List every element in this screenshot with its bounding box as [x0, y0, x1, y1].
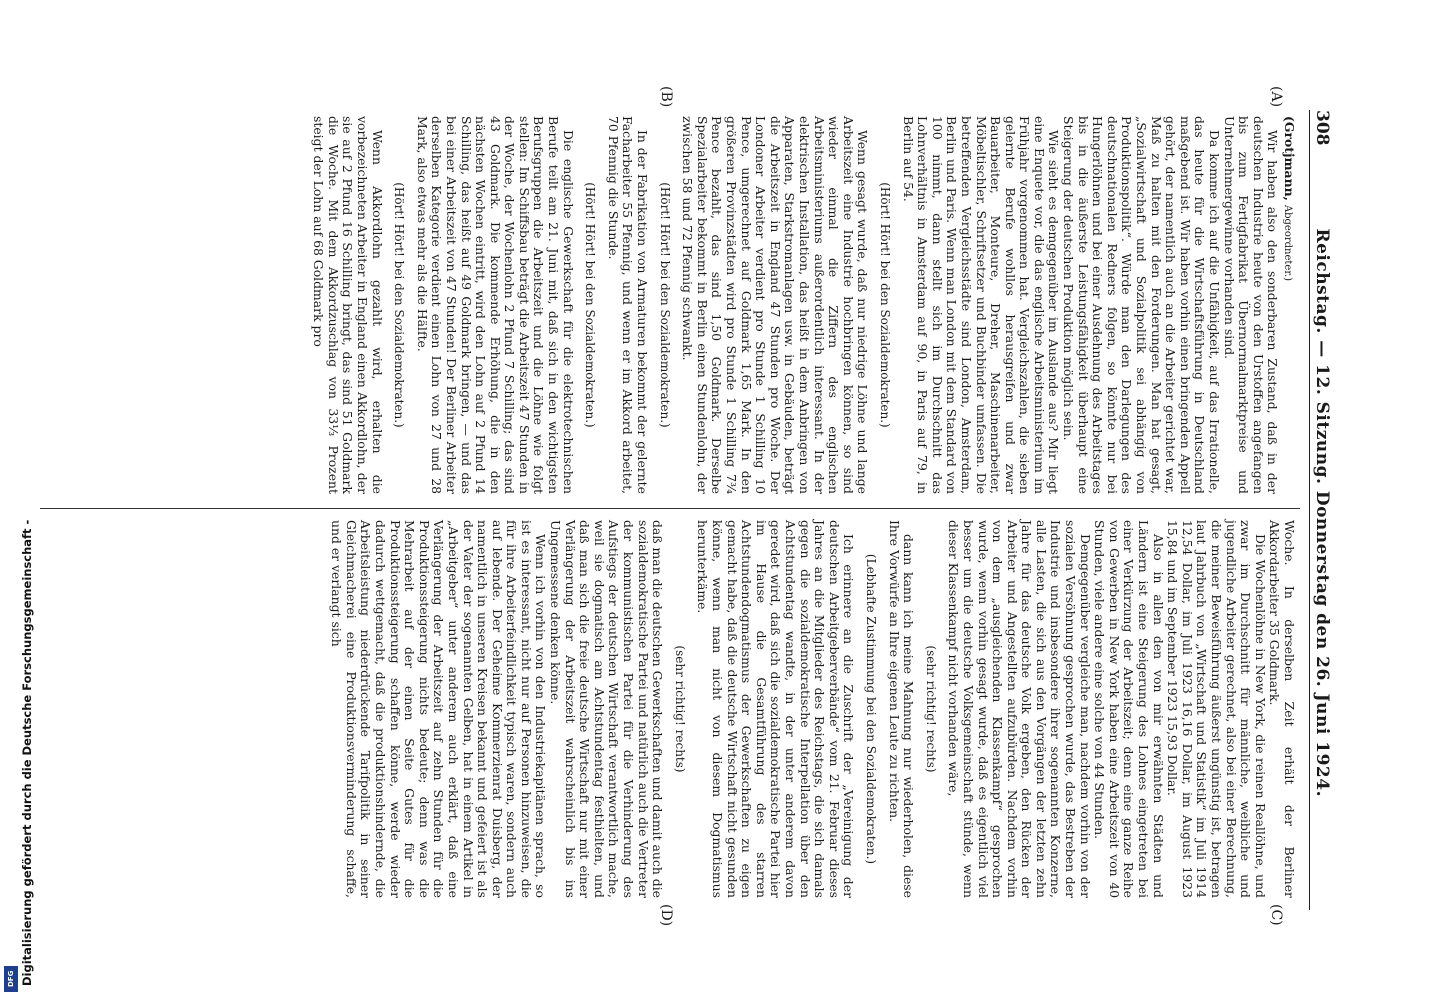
paragraph: Wenn Akkordlohn gezahlt wird, erhalten die vorbezeichneten Arbeiter in England einen Akkordlohn, der sie auf 2 Pfund 16 Schilling bringt, das sind 51 Goldmark die Woche. Mit dem Akkordzuschlag von 33⅓ Prozent steigt der Lohn auf 68 Goldmark pro: [311, 116, 385, 494]
margin-letter-c: (C): [1268, 904, 1284, 926]
paragraph: Demgegenüber vergleiche man, nachdem vorhin von der sozialen Versöhnung gesprochen wurde, das Bestreben der Industrie und insbesondere ihrer sogenannten Konzerne, alle Lasten, die sich aus den Vorgängen der letzten zehn Jahre für das deutsche Volk ergeben, den Rücken der Arbeiter und Angestellten aufzubürden. Nachdem vorhin von dem „ausgleichenden Klassenkampf“ gesprochen wurde, wenn vorhin gesagt wurde, daß es eigentlich viel besser um die deutsche Volksgemeinschaft stünde, wenn dieser Klassenkampf nicht vorhanden wäre,: [946, 520, 1093, 898]
paragraph: Wir haben also den sonderbaren Zustand, daß in der deutschen Industrie heute von den Urstoffen angefangen bis zum Fertigfabrikat Übernormalmarktpreise und Unternehmergewinne vorhanden sind.: [1221, 116, 1281, 494]
margin-letter-d: (D): [658, 904, 674, 927]
speaker-name: (Grotjmann,: [1282, 116, 1297, 201]
interjection: (sehr richtig! rechts): [923, 645, 938, 773]
left-column: [311, 116, 1296, 494]
dfg-logo-icon: DFG: [4, 966, 18, 992]
column-divider: [40, 508, 1300, 509]
interjection: (Lebhafte Zustimmung bei den Sozialdemokraten.): [863, 553, 878, 865]
page-number: 308: [1312, 110, 1332, 146]
paragraph: In der Fabrikation von Armaturen bekommt der gelernte Facharbeiter 55 Pfennig, und wenn er im Akkord arbeitet, 70 Pfennig die Stunde.: [605, 116, 651, 494]
paragraph: dann kann ich meine Mahnung nur wiederholen, diese Ihre Vorwürfe an Ihre eigenen Leute zu richten.: [886, 520, 917, 898]
paragraph: Die Wochenlöhne in New York, die reinen Reallöhne, und zwar im Durchschnitt für männliche, weibliche und jugendliche Arbeiter gerechnet, also bei einer Berechnung, die meiner Beweisführung äußerst ungünstig ist, betragen laut Jahrbuch von „Wirtschaft und Statistik“ im Juli 1914 12,54 Dollar, im Juli 1923 16,16 Dollar, im August 1923 15,84 und im September 1923 15,93 Dollar.: [1165, 520, 1268, 898]
paragraph: Wie sieht es demgegenüber im Auslande aus? Mir liegt eine Enquete vor, die das englische Arbeitsministerium im Frühjahr vorgenommen hat. Vergleichszahlen, die sieben gelernte Berufe wohllos herausgreifen und zwar Bauarbeiter, Monteure, Dreher, Maschinenarbeiter, Möbeltischler, Schriftsetzer und Buchbinder umfassen. Die betreffenden Vergleichsstädte sind London, Amsterdam, Berlin und Paris. Wenn man London mit dem Standard von 100 nimmt, dann stellt sich im Durchschnitt das Lohnverhältnis in Amsterdam auf 90, in Paris auf 79, in Berlin auf 54.: [900, 116, 1062, 494]
paragraph: Die englische Gewerkschaft für die elektrotechnischen Berufe teilt am 21. Juni mit, daß sich in den wichtigsten Berufsgruppen die Arbeitszeit und die Löhne wie folgt stellen: Im Schiffsbau beträgt die Arbeitszeit 47 Stunden in der Woche, der Wochenlohn 2 Pfund 7 Schilling; das sind 43 Goldmark. Die kommende Erhöhung, die in den nächsten Wochen eintritt, wird den Lohn auf 2 Pfund 14 Schilling, das heißt auf 49 Goldmark bringen, — und das bei einer Arbeitszeit von 47 Stunden! Der Berliner Arbeiter derselben Kategorie verdient einen Lohn von 27 und 28 Mark, also etwas mehr als die Hälfte.: [414, 116, 576, 494]
digitization-footer: [0, 0, 34, 1000]
paragraph: Also in allen den von mir erwähnten Städten und Ländern ist eine Steigerung des Lohnes eingetreten bei einer Verkürzung der Arbeitszeit; denn eine ganze Reihe von Gewerben in New York haben eine Arbeitszeit von 40 Stunden, viele andere eine solche von 44 Stunden.: [1092, 520, 1166, 898]
paragraph: Ich erinnere an die Zuschrift der „Vereinigung der deutschen Arbeitgeberverbände“ vom 21. Februar dieses Jahres an die Mitglieder des Reichstags, die sich damals gegen die sozialdemokratische Interpellation über den Achtstundentag wandte, in der unter anderem davon geredet wird, daß sich die sozialdemokratische Partei hier im Hause die Gesamtführung des starren Achtstundendogmatismus der Gewerkschaften zu eigen gemacht habe, daß die deutsche Wirtschaft nicht gesunden könne, wenn man nicht von diesem Dogmatismus herunterkäme.: [695, 520, 857, 898]
interjection: (sehr richtig! rechts): [672, 645, 687, 773]
paragraph: Da komme ich auf die Unfähigkeit, auf das Irrationelle, das heute für die Wirtschaftsführung in Deutschland maßgebend ist. Wir haben vorhin einen bringenden Appell gehört, der namentlich auch an die Arbeiter gerichtet war, Maß zu halten mit den Forderungen. Man hat gesagt, „Sozialwirtschaft und Sozialpolitik sei abhängig von Produktionspolitik“. Würde man den Darlegungen des deutschnationalen Redners folgen, so könnte nur bei Hungerlöhnen und bei einer Ausdehnung des Arbeitstages bis in die äußerste Leistungsfähigkeit überhaupt eine Steigerung der deutschen Produktion möglich sein.: [1061, 116, 1223, 494]
interjection: (Hört! Hört! bei den Sozialdemokraten.): [583, 182, 598, 428]
interjection: (Hört! Hört! bei den Sozialdemokraten.): [657, 182, 672, 428]
interjection: (Hört! Hört! bei den Sozialdemokraten.): [392, 182, 407, 428]
margin-letter-b: (B): [658, 86, 674, 108]
paragraph: daß man die deutschen Gewerkschaften und damit auch die sozialdemokratische Partei und natürlich auch die Vertreter der kommunistischen Partei für die Verhinderung des Aufstiegs der deutschen Wirtschaft verantwortlich mache, weil sie dogmatisch am Achtstundentag festhielten, und daß man sich die freie deutsche Wirtschaft nur mit einer Verlängerung der Arbeitszeit wahrscheinlich bis ins Ungemessene denken könne.: [548, 520, 666, 898]
paragraph: Wenn ich vorhin von den Industriekapitänen sprach, so ist es interessant, nicht nur auf Personen hinzuweisen, die für ihre Arbeiterfeindlichkeit typisch waren, sondern auch auf lebende. Der Geheime Kommerzienrat Duisberg, der namentlich in unseren Kreisen bekannt und gefeiert ist als der Vater der sogenannten Gelben, hat in einem Artikel in „Arbeitgeber“ unter anderem auch erklärt, daß eine Verlängerung der Arbeitszeit auf zehn Stunden für die Produktionssteigerung nichts bedeute; denn was die Mehrarbeit auf der einen Seite Gutes für die Produktionssteigerung schaffen könne, werde wieder dadurch wettgemacht, daß die produktionshindernde, die Arbeitsleistung niederdrückende Tarifpolitik in seiner Gleichmacherei eine Produktionsverminderung schaffe, und er verlangt sich: [329, 520, 549, 898]
speaker-note: Abgeordneter.): [1282, 204, 1293, 282]
page-title: Reichstag. — 12. Sitzung. Donnerstag den 26. Juni 1924.: [1312, 228, 1332, 798]
footer-text: Digitalisierung gefördert durch die Deutsche Forschungsgemeinschaft -: [20, 519, 34, 986]
paragraph: Wenn gesagt wurde, daß nur niedrige Löhne und lange Arbeitszeit eine Industrie hochbringen können, so sind wieder einmal die Ziffern des englischen Arbeitsministeriums außerordentlich interessant. In der elektrischen Installation, das heißt in dem Anbringen von Apparaten, Starkstromanlagen usw. in Gebäuden, beträgt die Arbeitszeit in England 47 Stunden pro Woche. Der Londoner Arbeiter verdient pro Stunde 1 Schilling 10 Pence, umgerechnet auf Goldmark 1,65 Mark. In den größeren Provinzstädten wird pro Stunde 1 Schilling 7¾ Pence bezahlt, das sind 1,50 Goldmark. Derselbe Spezialarbeiter bekommt in Berlin einen Stundenlohn, der zwischen 58 und 72 Pfennig schwankt.: [680, 116, 871, 494]
paragraph: Woche. In derselben Zeit erhält der Berliner Akkordarbeiter 35 Goldmark.: [1267, 520, 1297, 898]
interjection: (Hört! Hört! bei den Sozialdemokraten.): [877, 182, 892, 428]
speaker-line: [1279, 116, 1296, 494]
margin-letter-a: (A): [1268, 86, 1284, 108]
page-header: [1309, 110, 1338, 910]
right-column: [329, 520, 1296, 898]
